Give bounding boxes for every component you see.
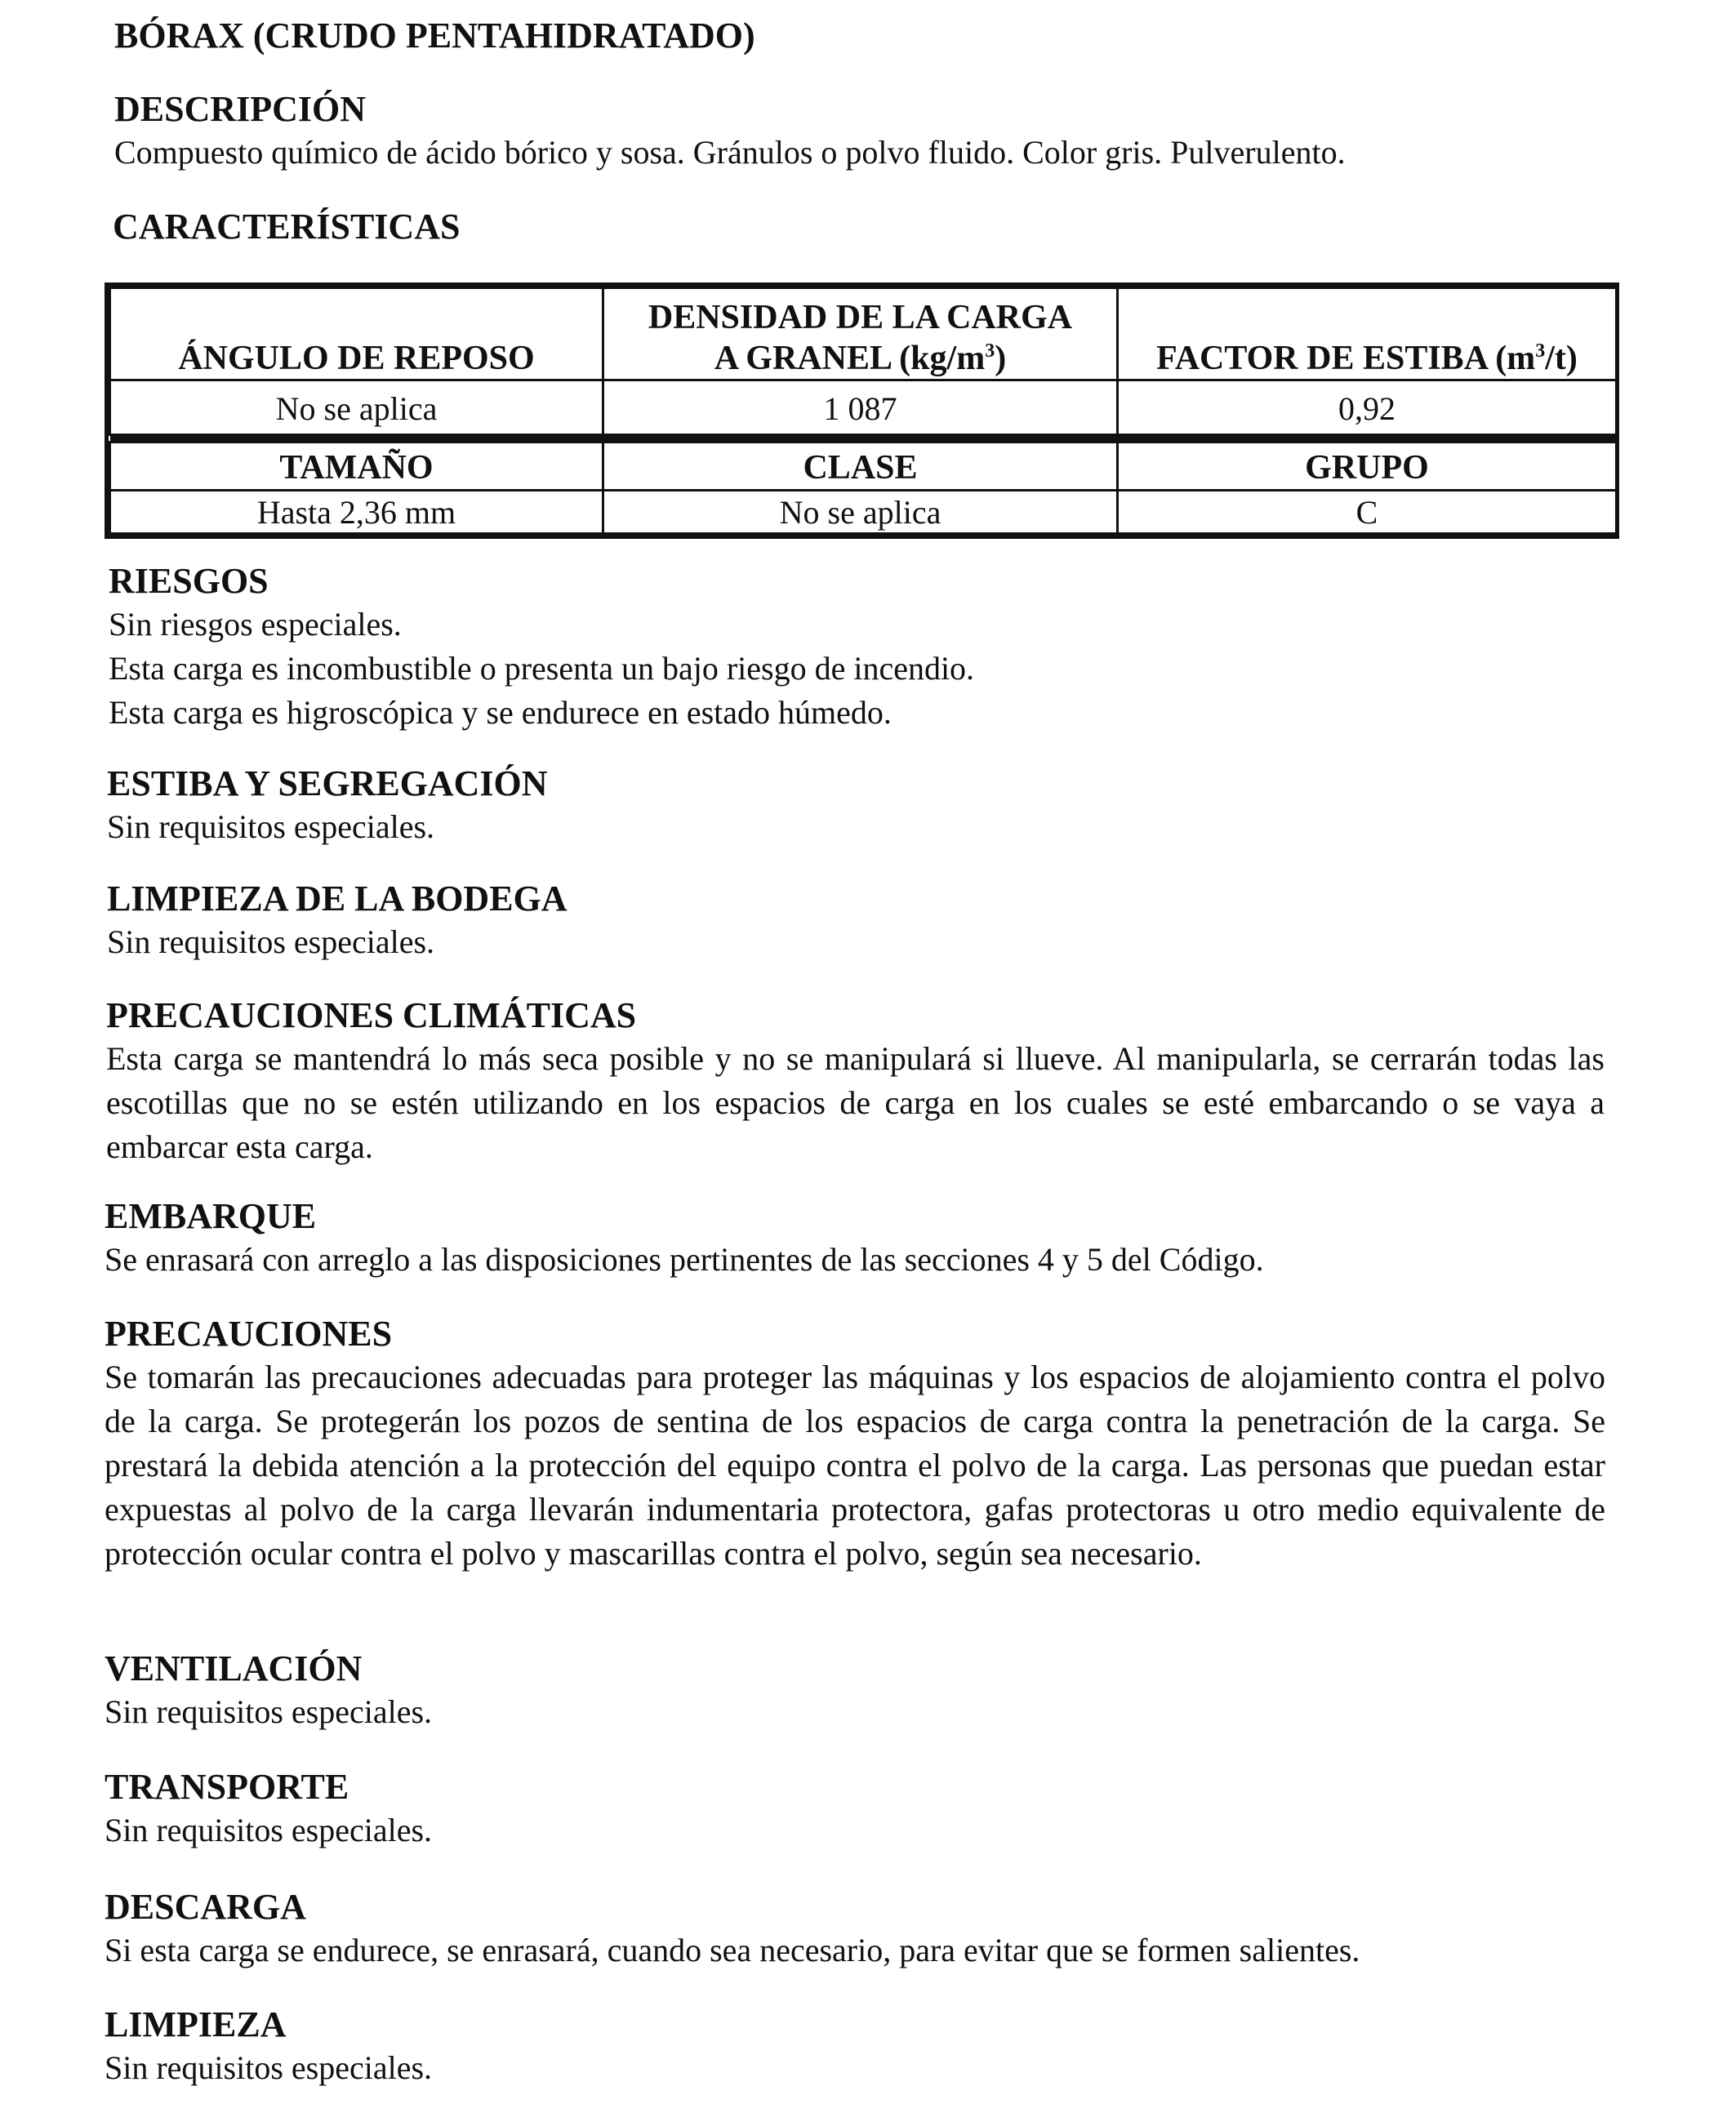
section-descarga xyxy=(105,1886,1615,1973)
section-text: Sin requisitos especiales. xyxy=(107,808,435,845)
cell-clase: No se aplica xyxy=(603,491,1118,534)
section-transporte xyxy=(105,1766,1615,1853)
section-heading: PRECAUCIONES xyxy=(105,1314,393,1354)
section-text: Sin requisitos especiales. xyxy=(107,923,435,960)
cell-tamano: Hasta 2,36 mm xyxy=(110,491,603,534)
header-tamano: TAMAÑO xyxy=(110,443,603,491)
section-text: Si esta carga se endurece, se enrasará, cuando sea necesario, para evitar que se formen salientes. xyxy=(105,1932,1360,1968)
list-item: Esta carga es incombustible o presenta un bajo riesgo de incendio. xyxy=(109,650,975,687)
section-ventilacion xyxy=(105,1648,1615,1734)
section-riesgos xyxy=(105,560,1615,735)
table-header-row xyxy=(110,443,1617,491)
section-caracteristicas xyxy=(105,206,1615,248)
header-densidad: DENSIDAD DE LA CARGA A GRANEL $(kg/m^3)$ xyxy=(603,288,1118,380)
section-heading: DESCARGA xyxy=(105,1887,306,1927)
cell-angulo: No se aplica xyxy=(110,380,603,435)
section-heading: DESCRIPCIÓN xyxy=(114,89,367,129)
document-title: BÓRAX (CRUDO PENTAHIDRATADO) xyxy=(114,16,755,56)
list-item: Esta carga es higroscópica y se endurece en estado húmedo. xyxy=(109,694,892,731)
table-divider xyxy=(110,435,1617,443)
header-grupo: GRUPO xyxy=(1118,443,1617,491)
section-limpieza-bodega xyxy=(105,878,1615,964)
cell-factor: 0,92 xyxy=(1118,380,1617,435)
section-text: Se tomarán las precauciones adecuadas para proteger las máquinas y los espacios de alojamiento contra el polvo de la carga. Se protegerán los pozos de sentina de los espacios de carga contra la penetración de la carga. Se prestará la debida atención a la protección del equipo contra el polvo de la carga. Las personas que puedan estar expuestas al polvo de la carga llevarán indumentaria protectora, gafas protectoras u otro medio equivalente de protección ocular contra el polvo y mascarillas contra el polvo, según sea necesario. xyxy=(105,1359,1605,1572)
section-embarque xyxy=(105,1195,1615,1282)
section-text: Se enrasará con arreglo a las disposiciones pertinentes de las secciones 4 y 5 del Código. xyxy=(105,1241,1264,1278)
table-header-row xyxy=(110,288,1617,380)
table-row xyxy=(110,380,1617,435)
section-precauciones-climaticas xyxy=(105,994,1615,1169)
cell-densidad: 1 087 xyxy=(603,380,1118,435)
section-heading: PRECAUCIONES CLIMÁTICAS xyxy=(106,995,637,1035)
list-item: Sin riesgos especiales. xyxy=(109,606,402,643)
section-text: Sin requisitos especiales. xyxy=(105,2049,433,2086)
section-descripcion xyxy=(105,88,1615,175)
section-heading: VENTILACIÓN xyxy=(105,1648,363,1688)
header-angulo: ÁNGULO DE REPOSO xyxy=(110,288,603,380)
characteristics-table xyxy=(105,282,1619,539)
section-text xyxy=(109,603,1615,735)
section-text: Esta carga se mantendrá lo más seca posible y no se manipulará si llueve. Al manipularla, se cerrarán todas las escotillas que no se estén utilizando en los espacios de carga en los cuales se esté embarcando o se vaya a embarcar esta carga. xyxy=(106,1040,1605,1165)
cell-grupo: C xyxy=(1118,491,1617,534)
table-row xyxy=(110,491,1617,534)
section-heading: EMBARQUE xyxy=(105,1196,317,1236)
section-heading: ESTIBA Y SEGREGACIÓN xyxy=(107,763,548,803)
section-text: Compuesto químico de ácido bórico y sosa. Gránulos o polvo fluido. Color gris. Pulverulento. xyxy=(114,134,1346,171)
header-factor: FACTOR DE ESTIBA $(m^3/t)$ xyxy=(1118,288,1617,380)
section-heading: RIESGOS xyxy=(109,561,269,601)
section-heading: CARACTERÍSTICAS xyxy=(113,207,461,247)
section-text: Sin requisitos especiales. xyxy=(105,1693,433,1730)
section-limpieza xyxy=(105,2004,1615,2090)
section-precauciones xyxy=(105,1313,1615,1576)
section-heading: LIMPIEZA DE LA BODEGA xyxy=(107,879,568,919)
section-heading: TRANSPORTE xyxy=(105,1767,349,1807)
header-clase: CLASE xyxy=(603,443,1118,491)
section-heading: LIMPIEZA xyxy=(105,2004,287,2044)
section-text: Sin requisitos especiales. xyxy=(105,1812,433,1848)
section-estiba xyxy=(105,763,1615,849)
